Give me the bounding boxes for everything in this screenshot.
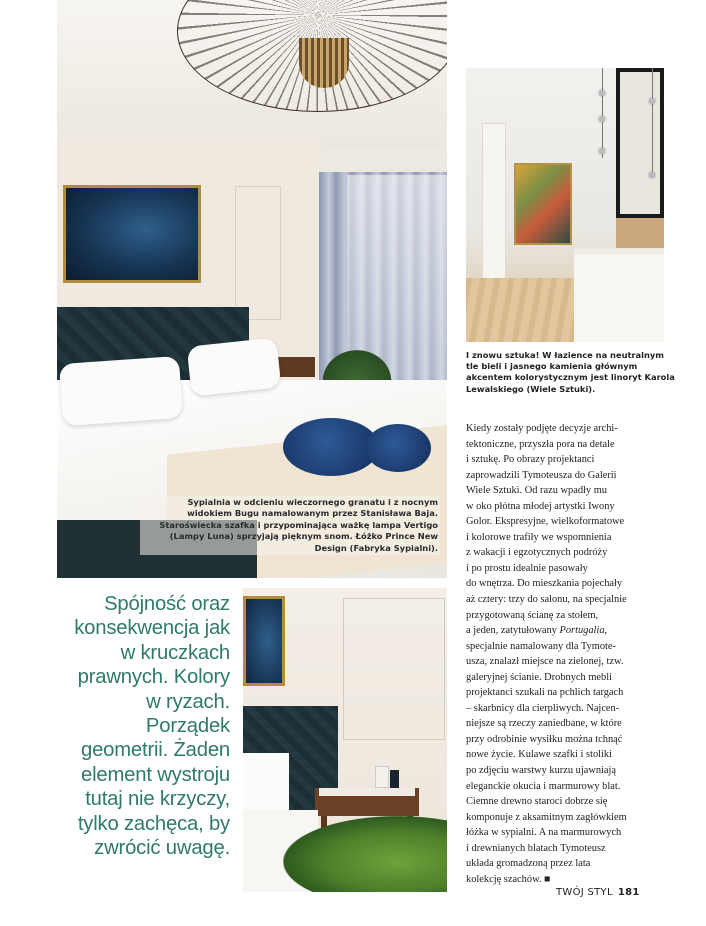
- bathroom-door: [482, 123, 506, 295]
- lewalski-linocut: [514, 163, 572, 245]
- bathroom-caption: I znowu sztuka! W łazience na neutralnym tle bieli i jasnego kamienia głównym akcentem kolorystycznym jest linoryt Karola Lewalskiego (Wiele Sztuki).: [466, 350, 675, 394]
- pendant-lamp: [649, 172, 655, 178]
- pendant-lamp: [649, 98, 655, 104]
- painting-detail: [243, 596, 285, 686]
- bathroom-mirror: [616, 68, 664, 218]
- bedside-table: [277, 357, 315, 377]
- painting-title: Portugalia: [559, 625, 605, 637]
- page-footer: [556, 887, 640, 898]
- perfume-bottle: [390, 770, 399, 788]
- pull-quote: Spójność oraz konsekwencja jak w kruczkach prawnych. Kolory w ryzach. Porządek geometrii. Żaden element wystroju tutaj nie krzyczy, tylko zachęca, by zwrócić uwagę.: [74, 593, 230, 860]
- bedroom-photo: [57, 0, 447, 578]
- lamp-center: [299, 38, 349, 88]
- vanity-cabinet: [574, 248, 664, 342]
- candle: [375, 766, 389, 788]
- pillow: [187, 337, 282, 396]
- article-body: [466, 421, 676, 887]
- bedside-detail-photo: [243, 588, 447, 892]
- pillow: [59, 356, 183, 426]
- bedroom-caption: Sypialnia w odcieniu wieczornego granatu i z nocnym widokiem Bugu namalowanym przez Stanisława Baja. Staroświecka szafka i przypominająca ważkę lampa Vertigo (Lampy Luna) sprzyjają pięknym snom. Łóżko Prince New Design (Fabryka Sypialni).: [140, 496, 440, 555]
- pendant-wire: [602, 68, 603, 158]
- marble-top: [319, 788, 415, 796]
- navy-cushion: [365, 424, 431, 472]
- body-text-part1: Kiedy zostały podjęte decyzje archi- tektoniczne, przyszła pora na detale i sztukę. Po obrazy projektanci zaprowadzili Tymoteusza do Galerii Wiele Sztuki. Od razu wpadły mu w oko płótna młodej artystki Iwony Golor. Ekspresyjne, wielkoformatowe i kolorowe trafiły we wspomnienia z wakacji i egzotycznych podróży i po prostu idealnie pasowały do wnętrza. Do mieszkania pojechały aż cztery: trzy do salonu, na specjalnie przygotowaną ścianę za stołem, a jeden, zatytułowany: [466, 423, 627, 637]
- pendant-lamp: [599, 90, 605, 96]
- wall-panel: [343, 598, 445, 740]
- wood-wall-panel: [616, 213, 664, 253]
- magazine-name: TWÓJ STYL: [556, 887, 613, 898]
- body-text-part2: , specjalnie namalowany dla Tymote- usza, znalazł miejsce na zielonej, tzw. galeryjnej ścianie. Drobnych mebli projektanci szukali na pchlich targach – skarbnicy dla cierpliwych. Najcen- niejsze są rzeczy zaniedbane, w które przy odrobinie wysiłku można tchnąć nowe życie. Kulawe szafki i stoliki po zdjęciu warstwy kurzu ujawniają eleganckie okucia i marmurowy blat. Ciemne drewno staroci dobrze się komponuje z aksamitnym zagłówkiem łóżka w sypialni. A na marmurowych i drewnianych blatach Tymoteusz układa gromadzoną przez lata kolekcję szachów. ■: [466, 625, 627, 885]
- wall-molding: [235, 186, 281, 320]
- pendant-wire: [652, 68, 653, 178]
- monstera-plant: [283, 816, 447, 892]
- bug-river-painting: [63, 185, 201, 283]
- pendant-lamp: [599, 116, 605, 122]
- pendant-lamp: [599, 148, 605, 154]
- page-number: 181: [617, 887, 640, 898]
- bathroom-photo: [466, 68, 664, 342]
